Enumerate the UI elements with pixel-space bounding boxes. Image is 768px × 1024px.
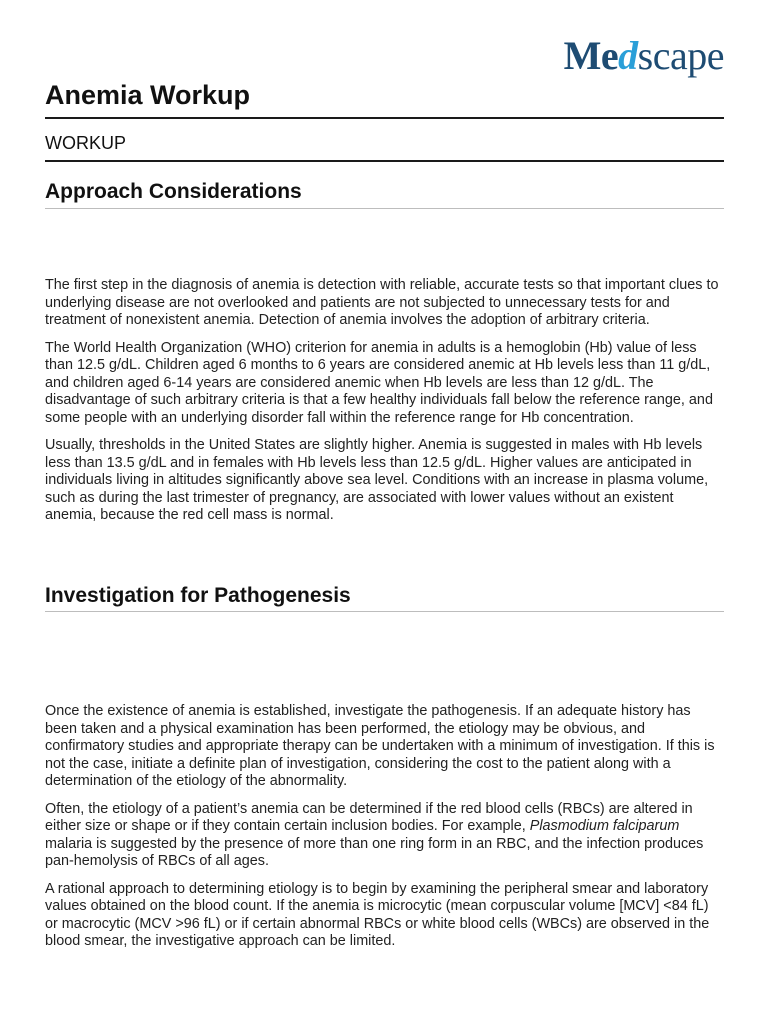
heading-approach-considerations: Approach Considerations: [45, 180, 302, 203]
paragraph: Once the existence of anemia is established, investigate the pathogenesis. If an adequate history has been taken and a physical examination has been performed, the etiology may be obvious, and confirmatory studies and appropriate therapy can be undertaken with a minimum of investigation. If this is not the case, initiate a definite plan of investigation, considering the cost to the patient along with a determination of the etiology of the abnormality.: [45, 703, 715, 789]
heading-investigation-for-pathogenesis: Investigation for Pathogenesis: [45, 584, 351, 607]
title-divider: [45, 117, 724, 119]
section-label: WORKUP: [45, 133, 126, 153]
paragraph: A rational approach to determining etiology is to begin by examining the peripheral smear and laboratory values obtained on the blood count. If the anemia is microcytic (mean corpuscular volume [MCV] <84 fL) or macrocytic (MCV >96 fL) or if certain abnormal RBCs or white blood cells (WBCs) are observed in the blood smear, the investigative approach can be limited.: [45, 880, 710, 949]
heading-divider: [45, 611, 724, 612]
paragraph: Often, the etiology of a patient’s anemia can be determined if the red blood cells (RBCs) are altered in either size or shape or if they contain certain inclusion bodies. For example, Plasmodium falciparum malaria is suggested by the presence of more than one ring form in an RBC, and the infection produces pan-hemolysis of RBCs of all ages.: [45, 800, 704, 869]
paragraph: Usually, thresholds in the United States are slightly higher. Anemia is suggested in males with Hb levels less than 13.5 g/dL and in females with Hb levels less than 12.5 g/dL. Higher values are anticipated in individuals living in altitudes significantly above sea level. Conditions with an increase in plasma volume, such as during the last trimester of pregnancy, are associated with lower values without an existent anemia, because the red cell mass is normal.: [45, 437, 709, 523]
heading-divider: [45, 208, 724, 209]
paragraph: The first step in the diagnosis of anemia is detection with reliable, accurate tests so that important clues to underlying disease are not overlooked and patients are not subjected to unnecessary tests for and treatment of nonexistent anemia. Detection of anemia involves the adoption of arbitrary criteria.: [45, 277, 719, 328]
page-title: Anemia Workup: [45, 80, 251, 110]
investigation-body: [45, 703, 725, 961]
section-label-divider: [45, 160, 724, 162]
paragraph: The World Health Organization (WHO) criterion for anemia in adults is a hemoglobin (Hb) value of less than 12.5 g/dL. Children aged 6 months to 6 years are considered anemic at Hb levels less than 11 g/dL, and children aged 6-14 years are considered anemic when Hb levels are less than 12 g/dL. The disadvantage of such arbitrary criteria is that a few healthy individuals fall below the reference range, and some people with an underlying disorder fall within the reference range for Hb concentration.: [45, 339, 713, 426]
medscape-logo: Medscape: [563, 33, 724, 78]
approach-considerations-body: [45, 277, 725, 535]
